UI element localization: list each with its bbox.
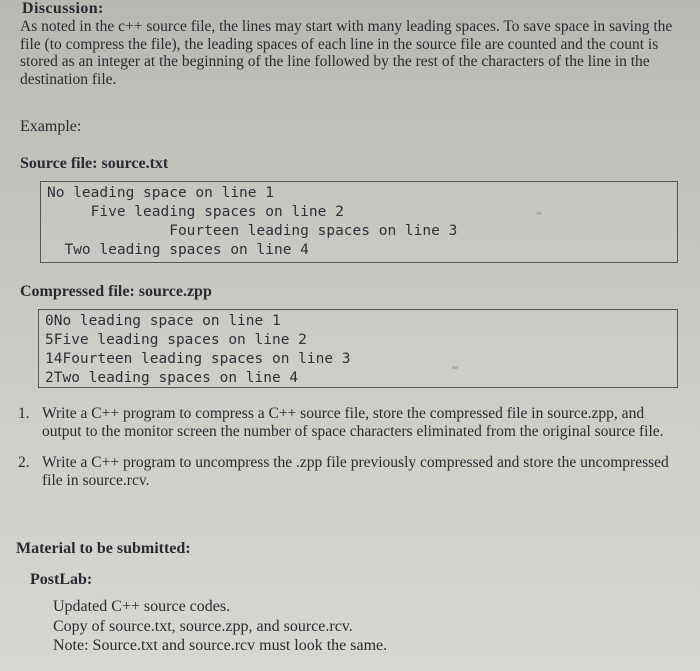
- compressed-line: 2Two leading spaces on line 4: [45, 370, 299, 386]
- source-file-box: [40, 181, 678, 263]
- source-line: Five leading spaces on line 2: [47, 204, 344, 220]
- source-line: Fourteen leading spaces on line 3: [47, 223, 458, 239]
- submission-item: Copy of source.txt, source.zpp, and source.rcv.: [53, 617, 353, 635]
- pencil-mark: [536, 212, 542, 215]
- compressed-line: 5Five leading spaces on line 2: [45, 332, 307, 348]
- task-item: [18, 454, 683, 490]
- compressed-file-box: [38, 309, 678, 388]
- source-file-label: Source file: source.txt: [20, 155, 169, 172]
- postlab-label: PostLab:: [30, 571, 93, 588]
- task-text: Write a C++ program to compress a C++ source file, store the compressed file in source.zpp, and output to the monitor screen the number of space characters eliminated from the original source file.: [42, 405, 664, 440]
- submission-heading: Material to be submitted:: [16, 540, 191, 557]
- task-text: Write a C++ program to uncompress the .zpp file previously compressed and store the uncompressed file in source.rcv.: [42, 454, 669, 489]
- source-line: Two leading spaces on line 4: [47, 242, 309, 258]
- submission-item: Note: Source.txt and source.rcv must look the same.: [53, 637, 388, 654]
- pencil-mark: [452, 366, 458, 369]
- task-item: [18, 405, 683, 441]
- task-list: [18, 405, 683, 503]
- compressed-line: 14Fourteen leading spaces on line 3: [45, 351, 351, 367]
- compressed-line: 0No leading space on line 1: [45, 313, 281, 329]
- discussion-heading: Discussion:: [22, 0, 104, 17]
- discussion-paragraph: As noted in the c++ source file, the lines may start with many leading spaces. To save space in saving the file (to compress the file), the leading spaces of each line in the source file are counted and the count is stored as an integer at the beginning of the line followed by the rest of the characters of the line in the destination file.: [20, 18, 673, 88]
- task-number: 1.: [18, 405, 30, 422]
- submission-item: Updated C++ source codes.: [53, 598, 231, 615]
- compressed-file-label: Compressed file: source.zpp: [20, 283, 212, 300]
- example-label: Example:: [20, 118, 82, 135]
- task-number: 2.: [18, 454, 30, 471]
- source-line: No leading space on line 1: [47, 185, 274, 201]
- submission-list: [53, 597, 387, 656]
